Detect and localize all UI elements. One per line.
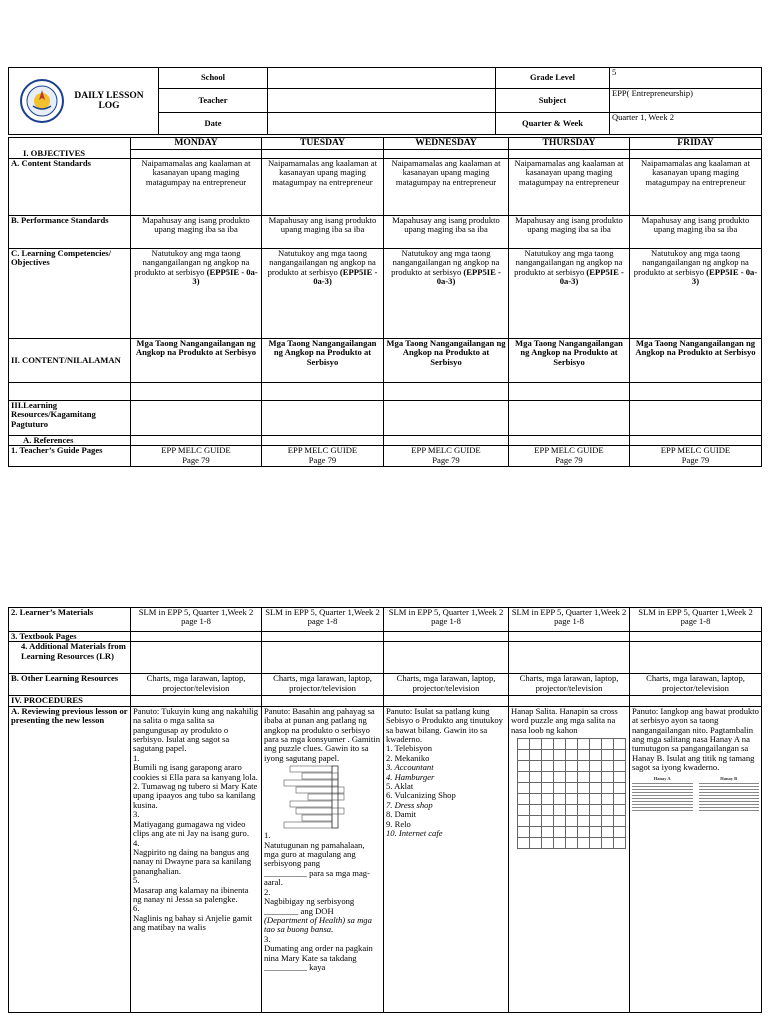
teacher-label: Teacher — [159, 89, 268, 112]
references-thu — [509, 436, 630, 446]
resources-thu — [509, 401, 630, 436]
dll-page-2 — [8, 607, 761, 1013]
thu-intro: Hanap Salita. Hanapin sa cross word puzzle ang mga salita na nasa loob ng kahon — [511, 706, 618, 735]
hanay-b-label: Hanay B — [720, 775, 738, 781]
procedures-label: IV. PROCEDURES — [9, 696, 131, 706]
wed-item: 1. Telebisyon — [386, 743, 433, 754]
day-monday: MONDAY — [131, 138, 262, 150]
tue-line: 1. — [264, 830, 271, 841]
wed-item: 8. Damit — [386, 809, 417, 820]
fri-intro: Panuto: Iangkop ang bawat produkto at serbisyo ayon sa taong nangangailangan nito. Pagtambalin ang mga salitang nasa Hanay A na tumutugon sa pangangailangan sa Hanay B. Isulat ang titik ng tamang sagot sa iyong kwaderno. — [632, 706, 759, 773]
competency-code: (EPP5IE - 0a-3) — [559, 266, 624, 287]
spacer-wed — [384, 383, 509, 401]
procedures-fri — [630, 696, 762, 706]
wed-item: 9. Relo — [386, 818, 411, 829]
tg-line2: Page 79 — [308, 454, 337, 465]
textbook-thu — [509, 632, 630, 642]
references-fri — [630, 436, 762, 446]
mon-line: Nagpirito ng daing na bangus ang nanay ni Dwayne para sa kanilang pananghalian. — [133, 846, 252, 876]
performance-standards-label: B. Performance Standards — [9, 216, 131, 249]
day-thursday: THURSDAY — [509, 138, 630, 150]
additional-wed — [384, 642, 509, 674]
day-tuesday: TUESDAY — [262, 138, 384, 150]
lesson-table-2 — [8, 607, 762, 1013]
word-search-grid — [517, 738, 626, 849]
content-standards-tue: Naipamamalas ang kaalaman at kasanayan upang maging matagumpay na entrepreneur — [262, 159, 384, 216]
obj-cell-thu — [509, 150, 630, 159]
resources-mon — [131, 401, 262, 436]
spacer-label — [9, 383, 131, 401]
reviewing-wed — [384, 706, 509, 1012]
tg-wed — [384, 446, 509, 467]
content-standards-mon: Naipamamalas ang kaalaman at kasanayan upang maging matagumpay na entrepreneur — [131, 159, 262, 216]
textbook-wed — [384, 632, 509, 642]
additional-mon — [131, 642, 262, 674]
tg-line2: Page 79 — [182, 454, 210, 465]
competency-code: (EPP5IE - 0a-3) — [691, 266, 758, 287]
wed-item: 5. Aklat — [386, 781, 414, 792]
mon-line: Bumili ng isang garapong araro cookies si Ella para sa kanyang lola. — [133, 762, 258, 782]
page-title: DAILY LESSON LOG — [74, 91, 144, 111]
obj-cell-fri — [630, 150, 762, 159]
competency-text: Natutukoy ang mga taong nangangailangan ng angkop na produkto at serbisyo — [633, 248, 749, 277]
teacher-field[interactable] — [268, 89, 496, 112]
procedures-thu — [509, 696, 630, 706]
competency-mon — [131, 249, 262, 339]
learners-materials-label: 2. Learner’s Materials — [9, 608, 131, 632]
quarter-field[interactable]: Quarter 1, Week 2 — [610, 112, 762, 134]
tg-mon — [131, 446, 262, 467]
competency-text: Natutukoy ang mga taong nangangailangan ng angkop na produkto at serbisyo — [514, 248, 623, 277]
header-table — [8, 67, 762, 135]
additional-fri — [630, 642, 762, 674]
textbook-fri — [630, 632, 762, 642]
tg-line1: EPP MELC GUIDE — [287, 445, 358, 456]
matching-columns — [632, 776, 759, 813]
additional-thu — [509, 642, 630, 674]
lm-fri: SLM in EPP 5, Quarter 1,Week 2 page 1-8 — [630, 608, 762, 632]
teachers-guide-label: 1. Teacher’s Guide Pages — [9, 446, 131, 467]
tue-line: (Department of Health) sa mga tao sa buong bansa. — [264, 914, 372, 935]
wed-item: 7. Dress shop — [386, 799, 433, 810]
resources-tue — [262, 401, 384, 436]
content-tue: Mga Taong Nangangailangan ng Angkop na Produkto at Serbisyo — [262, 339, 384, 383]
dll-page-1 — [8, 67, 761, 467]
day-wednesday: WEDNESDAY — [384, 138, 509, 150]
competency-text: Natutukoy ang mga taong nangangailangan ng angkop na produkto at serbisyo — [391, 248, 500, 277]
crossword-puzzle — [272, 765, 372, 831]
hanay-a-label: Hanay A — [653, 775, 671, 781]
tue-line: __________ para sa mga mag-aaral. — [264, 867, 370, 888]
reviewing-thu — [509, 706, 630, 1012]
procedures-tue — [262, 696, 384, 706]
mon-line: Naglinis ng bahay si Anjelie gamit ang matibay na walis — [133, 912, 253, 933]
other-resources-label: B. Other Learning Resources — [9, 674, 131, 696]
tg-line1: EPP MELC GUIDE — [534, 445, 604, 456]
tue-line: Nagbibigay ng serbisyong ________ ang DOH — [264, 896, 355, 916]
competency-code: (EPP5IE - 0a-3) — [436, 266, 501, 287]
reviewing-tue — [262, 706, 384, 1012]
obj-cell-tue — [262, 150, 384, 159]
reviewing-mon — [131, 706, 262, 1012]
wed-item: 2. Mekaniko — [386, 752, 430, 763]
competency-tue — [262, 249, 384, 339]
competency-thu — [509, 249, 630, 339]
textbook-label: 3. Textbook Pages — [9, 632, 131, 642]
mon-line: Matiyagang gumagawa ng video clips ang ate ni Jay na isang guro. — [133, 818, 249, 839]
references-wed — [384, 436, 509, 446]
content-standards-fri: Naipamamalas ang kaalaman at kasanayan upang maging matagumpay na entrepreneur — [630, 159, 762, 216]
lm-thu: SLM in EPP 5, Quarter 1,Week 2 page 1-8 — [509, 608, 630, 632]
lm-wed: SLM in EPP 5, Quarter 1,Week 2 page 1-8 — [384, 608, 509, 632]
content-label: II. CONTENT/NILALAMAN — [9, 339, 131, 383]
tue-line: Natutugunan ng pamahalaan, mga guro at magulang ang serbisyong pang — [264, 839, 365, 869]
tg-thu — [509, 446, 630, 467]
mon-line: 2. Tumawag ng tubero si Mary Kate upang ipaayos ang tubo sa kanilang kusina. — [133, 781, 258, 810]
performance-mon: Mapahusay ang isang produkto upang maging iba sa iba — [131, 216, 262, 249]
content-standards-thu: Naipamamalas ang kaalaman at kasanayan upang maging matagumpay na entrepreneur — [509, 159, 630, 216]
competencies-label: C. Learning Competencies/ Objectives — [9, 249, 131, 339]
tg-line1: EPP MELC GUIDE — [411, 445, 481, 456]
school-label: School — [159, 68, 268, 89]
resources-label: III.Learning Resources/Kagamitang Pagtuturo — [9, 401, 131, 436]
competency-text: Natutukoy ang mga taong nangangailangan ng angkop na produkto at serbisyo — [267, 248, 376, 277]
obj-cell-mon — [131, 150, 262, 159]
competency-wed — [384, 249, 509, 339]
mon-line: 4. — [133, 837, 140, 848]
day-friday: FRIDAY — [630, 138, 762, 150]
content-thu: Mga Taong Nangangailangan ng Angkop na Produkto at Serbisyo — [509, 339, 630, 383]
tg-tue — [262, 446, 384, 467]
hanay-b-column — [699, 776, 760, 813]
spacer-tue — [262, 383, 384, 401]
date-field[interactable] — [268, 112, 496, 134]
procedures-mon — [131, 696, 262, 706]
mon-line: 5. — [133, 875, 140, 886]
content-standards-wed: Naipamamalas ang kaalaman at kasanayan upang maging matagumpay na entrepreneur — [384, 159, 509, 216]
subject-field[interactable]: EPP( Entrepreneurship) — [610, 89, 762, 112]
references-tue — [262, 436, 384, 446]
title-cell — [9, 68, 159, 135]
spacer-thu — [509, 383, 630, 401]
tg-line2: Page 79 — [555, 454, 583, 465]
tg-line2: Page 79 — [432, 454, 460, 465]
performance-thu: Mapahusay ang isang produkto upang maging iba sa iba — [509, 216, 630, 249]
resources-wed — [384, 401, 509, 436]
performance-fri: Mapahusay ang isang produkto upang maging iba sa iba — [630, 216, 762, 249]
other-wed: Charts, mga larawan, laptop, projector/television — [384, 674, 509, 696]
other-tue: Charts, mga larawan, laptop, projector/television — [262, 674, 384, 696]
quarter-label: Quarter & Week — [496, 112, 610, 134]
date-label: Date — [159, 112, 268, 134]
mon-line: 1. — [133, 752, 140, 763]
obj-cell-wed — [384, 150, 509, 159]
additional-materials-label: 4. Additional Materials from Learning Resources (LR) — [9, 642, 131, 674]
performance-wed: Mapahusay ang isang produkto upang maging iba sa iba — [384, 216, 509, 249]
deped-seal-icon — [19, 78, 65, 124]
other-thu: Charts, mga larawan, laptop, projector/television — [509, 674, 630, 696]
performance-tue: Mapahusay ang isang produkto upang maging iba sa iba — [262, 216, 384, 249]
wed-item: 10. Internet cafe — [386, 828, 443, 839]
competency-code: (EPP5IE - 0a-3) — [192, 266, 258, 287]
spacer-fri — [630, 383, 762, 401]
mon-line: Masarap ang kalamay na ibinenta ng nanay ni Jessa sa palengke. — [133, 884, 249, 904]
wed-intro: Panuto: Isulat sa patlang kung Sebisyo o Produkto ang tinutukoy sa bawat bilang. Gawin ito sa kwaderno. — [386, 706, 503, 745]
tg-line2: Page 79 — [681, 454, 710, 465]
school-field[interactable] — [268, 68, 496, 89]
content-wed: Mga Taong Nangangailangan ng Angkop na Produkto at Serbisyo — [384, 339, 509, 383]
mon-line: Panuto: Tukuyin kung ang nakahilig na salita o mga salita sa pangungusap ay produkto o serbisyo. Isulat ang sagot sa sagutang papel. — [133, 706, 259, 754]
grade-field[interactable]: 5 — [610, 68, 762, 89]
procedures-wed — [384, 696, 509, 706]
other-mon: Charts, mga larawan, laptop, projector/television — [131, 674, 262, 696]
objectives-label — [9, 138, 131, 159]
additional-tue — [262, 642, 384, 674]
subject-label: Subject — [496, 89, 610, 112]
tue-intro: Panuto: Basahin ang pahayag sa ibaba at punan ang patlang ng angkop na produkto o serbisyo para sa mga konsyumer . Gamitin ang puzzle clues. Gawin ito sa iyong sagutang papel. — [264, 706, 380, 763]
hanay-a-column — [632, 776, 693, 813]
tg-line1: EPP MELC GUIDE — [161, 445, 231, 456]
lm-mon: SLM in EPP 5, Quarter 1,Week 2 page 1-8 — [131, 608, 262, 632]
tue-line: Dumating ang order na pagkain nina Mary Kate sa takdang __________ kaya — [264, 943, 373, 972]
other-fri: Charts, mga larawan, laptop, projector/television — [630, 674, 762, 696]
reviewing-fri — [630, 706, 762, 1012]
references-label: A. References — [9, 436, 131, 446]
tg-fri — [630, 446, 762, 467]
competency-text: Natutukoy ang mga taong nangangailangan ng angkop na produkto at serbisyo — [134, 248, 250, 277]
references-mon — [131, 436, 262, 446]
tue-line: 3. — [264, 933, 271, 944]
wed-item: 3. Accountant — [386, 762, 434, 773]
content-fri: Mga Taong Nangangailangan ng Angkop na Produkto at Serbisyo — [630, 339, 762, 383]
reviewing-label: A. Reviewing previous lesson or presenting the new lesson — [9, 706, 131, 1012]
lm-tue: SLM in EPP 5, Quarter 1,Week 2 page 1-8 — [262, 608, 384, 632]
objectives-text: I. OBJECTIVES — [23, 147, 86, 158]
wed-item: 4. Hamburger — [386, 771, 435, 782]
mon-line: 3. — [133, 809, 140, 820]
content-standards-label: A. Content Standards — [9, 159, 131, 216]
competency-code: (EPP5IE - 0a-3) — [313, 266, 378, 287]
spacer-mon — [131, 383, 262, 401]
tg-line1: EPP MELC GUIDE — [660, 445, 731, 456]
resources-fri — [630, 401, 762, 436]
content-mon: Mga Taong Nangangailangan ng Angkop na Produkto at Serbisyo — [131, 339, 262, 383]
textbook-tue — [262, 632, 384, 642]
wed-item: 6. Vulcanizing Shop — [386, 790, 456, 801]
competency-fri — [630, 249, 762, 339]
lesson-table-1 — [8, 137, 762, 467]
grade-label: Grade Level — [496, 68, 610, 89]
tue-line: 2. — [264, 886, 271, 897]
textbook-mon — [131, 632, 262, 642]
mon-line: 6. — [133, 903, 140, 914]
